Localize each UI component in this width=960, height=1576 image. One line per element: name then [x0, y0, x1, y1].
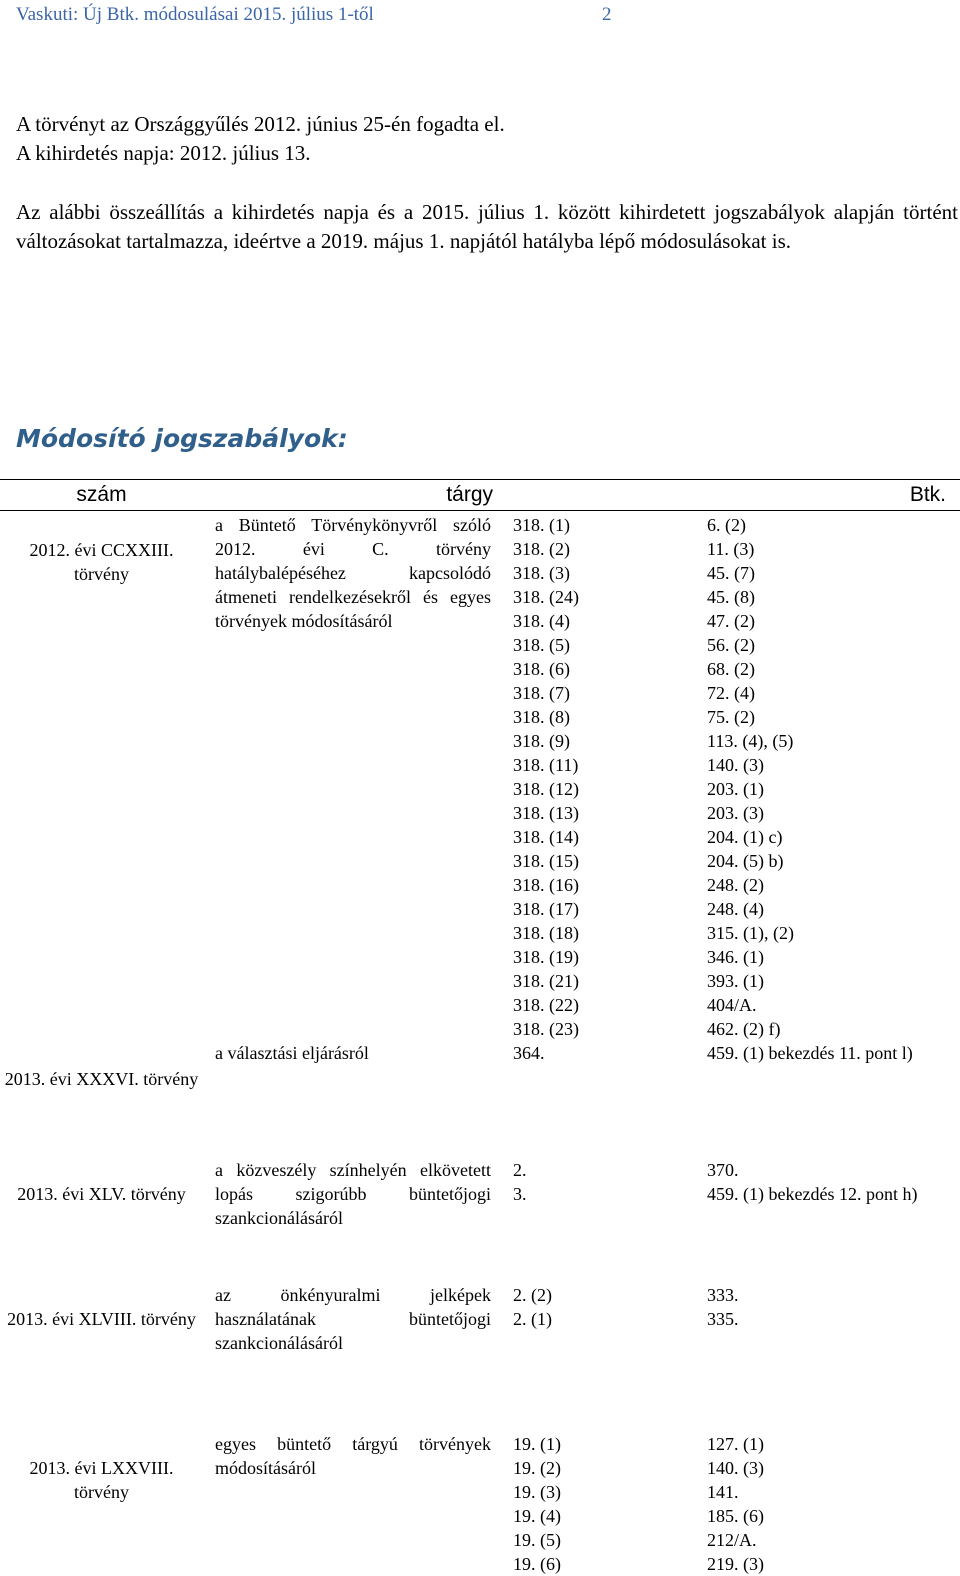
- adoption-line: A törvényt az Országgyűlés 2012. június 25-én fogadta el.: [16, 112, 505, 136]
- list-entry: 248. (4): [707, 899, 764, 919]
- row-par-list: [501, 511, 691, 1042]
- table-row: [0, 511, 960, 1042]
- list-entry: 318. (7): [513, 683, 570, 703]
- list-entry: 318. (13): [513, 803, 579, 823]
- list-entry: 318. (1): [513, 515, 570, 535]
- list-entry: 204. (1) c): [707, 827, 783, 847]
- header-szam: szám: [0, 480, 203, 511]
- page-number: 2: [602, 4, 612, 25]
- list-entry: 47. (2): [707, 611, 755, 631]
- list-entry: 318. (17): [513, 899, 579, 919]
- header-title: Vaskuti: Új Btk. módosulásai 2015. július 1-től: [16, 4, 374, 25]
- list-entry: 318. (14): [513, 827, 579, 847]
- row-targy: a közveszély színhelyén elkövetett lopás szigorúbb büntetőjogi szankcionálásáról: [215, 1160, 491, 1228]
- list-entry: 2. (2): [513, 1285, 552, 1305]
- row-szam: 2013. évi XXXVI. törvény: [4, 1069, 199, 1089]
- list-entry: 318. (22): [513, 995, 579, 1015]
- list-entry: 219. (3): [707, 1554, 764, 1574]
- list-entry: 113. (4), (5): [707, 731, 794, 751]
- row-btk-list: [691, 511, 960, 1042]
- row-targy: az önkényuralmi jelképek használatának büntetőjogi szankcionálásáról: [215, 1285, 491, 1353]
- list-entry: 6. (2): [707, 515, 746, 535]
- list-entry: 318. (21): [513, 971, 579, 991]
- header-btk: Btk.: [691, 480, 960, 511]
- list-entry: 318. (15): [513, 851, 579, 871]
- row-szam: 2012. évi CCXXIII. törvény: [29, 540, 174, 584]
- list-entry: 75. (2): [707, 707, 755, 727]
- list-entry: 318. (18): [513, 923, 579, 943]
- row-btk-list: [691, 1131, 960, 1281]
- row-szam: 2013. évi XLVIII. törvény: [7, 1309, 196, 1329]
- list-entry: 318. (8): [513, 707, 570, 727]
- list-entry: 393. (1): [707, 971, 764, 991]
- list-entry: 248. (2): [707, 875, 764, 895]
- list-entry: 19. (3): [513, 1482, 561, 1502]
- row-targy: a Büntető Törvénykönyvről szóló 2012. évi C. törvény hatálybalépéséhez kapcsolódó átmeneti rendelkezésekről és egyes törvények módosításáról: [215, 515, 491, 631]
- list-entry: 318. (16): [513, 875, 579, 895]
- intro-paragraph: Az alábbi összeállítás a kihirdetés napja és a 2015. július 1. között kihirdetett jogszabályok alapján történt változásokat tartalmazza, ideértve a 2019. május 1. napjától hatályba lépő módosulásokat is.: [16, 200, 958, 253]
- list-entry: 2.: [513, 1160, 527, 1180]
- list-entry: 318. (19): [513, 947, 579, 967]
- list-entry: 318. (6): [513, 659, 570, 679]
- list-entry: 19. (4): [513, 1506, 561, 1526]
- list-entry: 333.: [707, 1285, 739, 1305]
- amendments-table: [0, 479, 960, 1576]
- row-szam: 2013. évi XLV. törvény: [17, 1184, 186, 1204]
- list-entry: 127. (1): [707, 1434, 764, 1454]
- list-entry: 203. (1): [707, 779, 764, 799]
- list-entry: 318. (9): [513, 731, 570, 751]
- row-par-list: [501, 1281, 691, 1430]
- list-entry: 318. (3): [513, 563, 570, 583]
- list-entry: 318. (23): [513, 1019, 579, 1039]
- list-entry: 19. (6): [513, 1554, 561, 1574]
- list-entry: 404/A.: [707, 995, 757, 1015]
- list-entry: 141.: [707, 1482, 739, 1502]
- list-entry: 318. (11): [513, 755, 579, 775]
- list-entry: 346. (1): [707, 947, 764, 967]
- list-entry: 19. (2): [513, 1458, 561, 1478]
- row-btk-list: [691, 1430, 960, 1576]
- list-entry: 68. (2): [707, 659, 755, 679]
- list-entry: 203. (3): [707, 803, 764, 823]
- list-entry: 2. (1): [513, 1309, 552, 1329]
- list-entry: 140. (3): [707, 1458, 764, 1478]
- list-entry: 318. (12): [513, 779, 579, 799]
- header-par: [501, 480, 691, 511]
- list-entry: 318. (5): [513, 635, 570, 655]
- list-entry: 318. (24): [513, 587, 579, 607]
- list-entry: 56. (2): [707, 635, 755, 655]
- table-row: [0, 1430, 960, 1576]
- list-entry: 364.: [513, 1043, 545, 1063]
- list-entry: 318. (2): [513, 539, 570, 559]
- row-btk-list: [691, 1281, 960, 1430]
- table-header-row: [0, 480, 960, 511]
- list-entry: 318. (4): [513, 611, 570, 631]
- row-targy: a választási eljárásról: [215, 1043, 369, 1063]
- header-targy: tárgy: [203, 480, 501, 511]
- row-targy: egyes büntető tárgyú törvények módosításáról: [215, 1434, 491, 1478]
- section-heading: Módosító jogszabályok:: [16, 424, 348, 453]
- list-entry: 462. (2) f): [707, 1019, 781, 1039]
- list-entry: 185. (6): [707, 1506, 764, 1526]
- list-entry: 19. (5): [513, 1530, 561, 1550]
- list-entry: 45. (8): [707, 587, 755, 607]
- list-entry: 72. (4): [707, 683, 755, 703]
- list-entry: 335.: [707, 1309, 739, 1329]
- list-entry: 19. (1): [513, 1434, 561, 1454]
- list-entry: 140. (3): [707, 755, 764, 775]
- table-row: [0, 1041, 960, 1131]
- row-par-list: [501, 1430, 691, 1576]
- row-par-list: [501, 1041, 691, 1131]
- list-entry: 315. (1), (2): [707, 923, 794, 943]
- list-entry: 45. (7): [707, 563, 755, 583]
- table-row: [0, 1281, 960, 1430]
- list-entry: 212/A.: [707, 1530, 757, 1550]
- list-entry: 11. (3): [707, 539, 755, 559]
- list-entry: 204. (5) b): [707, 851, 784, 871]
- list-entry: 370.: [707, 1160, 739, 1180]
- row-btk: 459. (1) bekezdés 11. pont l): [707, 1043, 913, 1063]
- list-entry: 459. (1) bekezdés 12. pont h): [707, 1184, 918, 1204]
- promulgation-line: A kihirdetés napja: 2012. július 13.: [16, 141, 311, 165]
- running-header: [16, 4, 612, 26]
- table-row: [0, 1131, 960, 1281]
- row-par-list: [501, 1131, 691, 1281]
- list-entry: 3.: [513, 1184, 527, 1204]
- row-szam: 2013. évi LXXVIII. törvény: [29, 1458, 174, 1502]
